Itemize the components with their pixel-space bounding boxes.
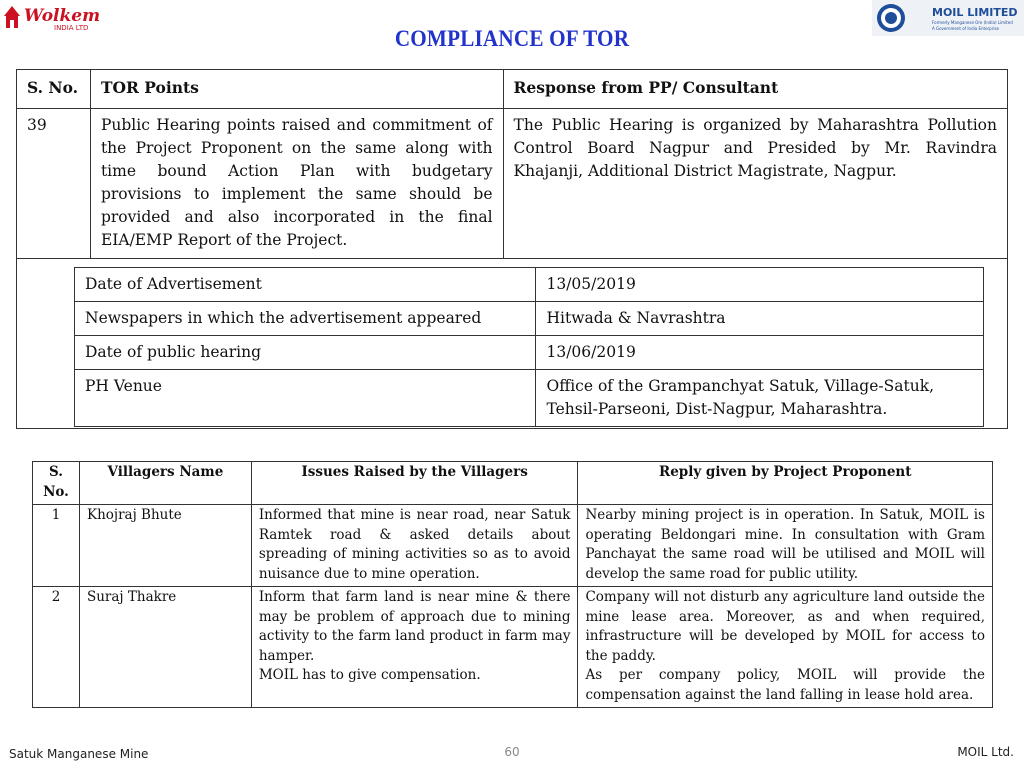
issue-sno: 1	[33, 505, 80, 587]
issue-cell	[251, 587, 578, 708]
details-row	[75, 336, 984, 370]
table-row	[33, 587, 993, 708]
details-row	[75, 370, 984, 427]
issue-text: Informed that mine is near road, near Satuk Ramtek road & asked details about spreading of mining activities so as to avoid nuisance due to mine operation.	[251, 505, 578, 587]
issues-header-issue: Issues Raised by the Villagers	[251, 462, 578, 505]
tor-row-sno: 39	[17, 109, 91, 259]
issues-header-sno: S. No.	[33, 462, 80, 505]
details-row	[75, 302, 984, 336]
tor-header-row	[17, 70, 1008, 109]
details-label: Date of Advertisement	[75, 268, 536, 302]
tor-header-sno: S. No.	[17, 70, 91, 109]
table-row	[33, 505, 993, 587]
moil-logo-sub: Formerly Manganese Ore (India) Limited	[932, 20, 1013, 25]
issue-sno: 2	[33, 587, 80, 708]
wolkem-logo-sub: INDIA LTD	[54, 24, 89, 32]
page-number: 60	[504, 745, 520, 759]
footer-company: MOIL Ltd.	[957, 745, 1014, 759]
villager-name: Khojraj Bhute	[79, 505, 251, 587]
wolkem-logo-name: Wolkem	[24, 6, 101, 26]
issues-header-reply: Reply given by Project Proponent	[578, 462, 993, 505]
details-row	[75, 268, 984, 302]
details-value: 13/05/2019	[536, 268, 984, 302]
issues-header-name: Villagers Name	[79, 462, 251, 505]
tor-header-points: TOR Points	[90, 70, 503, 109]
tor-row-response: The Public Hearing is organized by Maharashtra Pollution Control Board Nagpur and Presided by Mr. Ravindra Khajanji, Additional District Magistrate, Nagpur.	[503, 109, 1007, 259]
reply-cell	[578, 587, 993, 708]
moil-logo-name: MOIL LIMITED	[932, 6, 1018, 19]
issues-header-row	[33, 462, 993, 505]
villager-issues-table	[32, 461, 993, 708]
reply-text-extra: As per company policy, MOIL will provide the compensation against the land falling in lease hold area.	[585, 667, 985, 703]
ph-details-table	[74, 267, 984, 427]
footer-project-name: Satuk Manganese Mine	[9, 747, 149, 761]
reply-text: Nearby mining project is in operation. In Satuk, MOIL is operating Beldongari mine. In consultation with Gram Panchayat the same road will be utilised and MOIL will develop the same road for public utility.	[578, 505, 993, 587]
moil-logo-tagline: A Government of India Enterprise	[932, 26, 1000, 31]
villager-name: Suraj Thakre	[79, 587, 251, 708]
issue-text-extra: MOIL has to give compensation.	[258, 667, 481, 683]
reply-text: Company will not disturb any agriculture land outside the mine lease area. Moreover, as and when required, infrastructure will be developed by MOIL for access to the paddy.	[585, 589, 985, 664]
issue-text: Inform that farm land is near mine & there may be problem of approach due to mining activity to the farm land product in farm may hamper.	[258, 589, 571, 664]
details-value: Hitwada & Navrashtra	[536, 302, 984, 336]
tor-header-response: Response from PP/ Consultant	[503, 70, 1007, 109]
page-title: COMPLIANCE OF TOR	[394, 26, 630, 51]
details-label: Date of public hearing	[75, 336, 536, 370]
details-value: 13/06/2019	[536, 336, 984, 370]
details-label: Newspapers in which the advertisement appeared	[75, 302, 536, 336]
details-label: PH Venue	[75, 370, 536, 427]
tor-row-point: Public Hearing points raised and commitment of the Project Proponent on the same along with time bound Action Plan with budgetary provisions to implement the same should be provided and also incorporated in the final EIA/EMP Report of the Project.	[90, 109, 503, 259]
tor-row	[17, 109, 1008, 259]
details-value: Office of the Grampanchyat Satuk, Village-Satuk, Tehsil-Parseoni, Dist-Nagpur, Maharashtra.	[536, 370, 984, 427]
